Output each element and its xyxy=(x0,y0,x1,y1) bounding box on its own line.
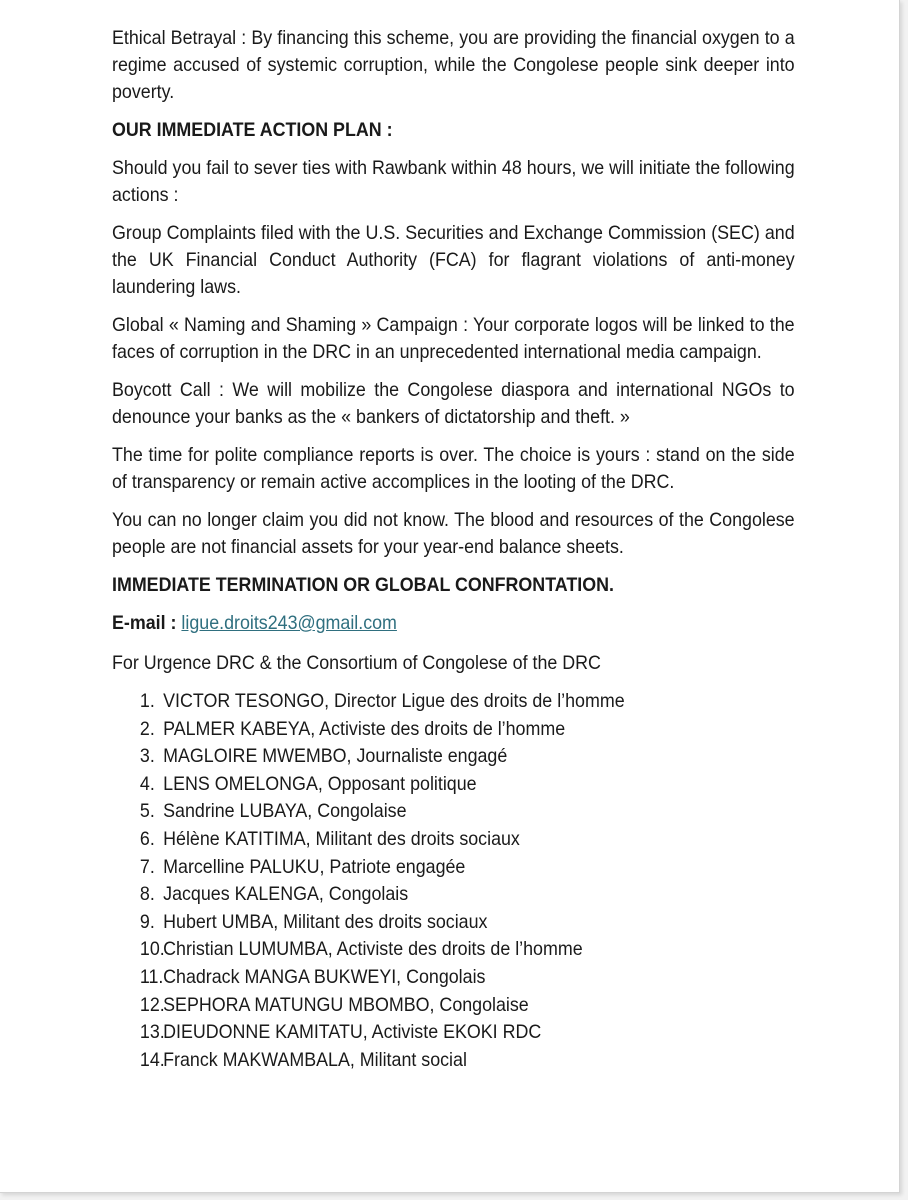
paragraph-no-longer: You can no longer claim you did not know. The blood and resources of the Congolese people are not financial assets for your year-end balance sheets. xyxy=(112,510,795,558)
signatory-number: 2. xyxy=(139,718,155,740)
signatory-item xyxy=(140,1047,795,1075)
heading-action-plan: OUR IMMEDIATE ACTION PLAN : xyxy=(112,120,393,141)
signatory-number: 6. xyxy=(139,828,155,850)
signatory-number: 13. xyxy=(139,1022,165,1044)
signatory-item xyxy=(140,716,795,744)
signatory-number: 10. xyxy=(139,939,165,961)
email-link[interactable]: ligue.droits243@gmail.com xyxy=(181,613,397,634)
signatory-list xyxy=(112,688,795,1074)
signatory-number: 1. xyxy=(139,691,155,712)
signatory-number: 14. xyxy=(139,1049,165,1071)
signatory-item xyxy=(140,854,795,882)
signatory-name: Christian LUMUMBA, Activiste des droits de l’homme xyxy=(163,939,583,961)
signatory-number: 7. xyxy=(139,856,155,878)
document-body xyxy=(112,25,795,1074)
signatory-number: 12. xyxy=(139,994,165,1016)
signatory-name: PALMER KABEYA, Activiste des droits de l’homme xyxy=(163,718,566,740)
signatory-number: 4. xyxy=(139,773,155,795)
email-line xyxy=(112,610,795,637)
signatory-name: Hubert UMBA, Militant des droits sociaux xyxy=(163,911,488,933)
signatory-number: 5. xyxy=(139,801,155,823)
signatory-number: 9. xyxy=(139,911,155,933)
paragraph-ethical-betrayal: Ethical Betrayal : By financing this scheme, you are providing the financial oxygen to a regime accused of systemic corruption, while the Congolese people sink deeper into poverty. xyxy=(112,28,795,103)
signatory-name: Chadrack MANGA BUKWEYI, Congolais xyxy=(163,966,486,988)
signatory-name: LENS OMELONGA, Opposant politique xyxy=(163,773,477,795)
paragraph-naming-shaming: Global « Naming and Shaming » Campaign : Your corporate logos will be linked to the faces of corruption in the DRC in an unprecedented international media campaign. xyxy=(112,315,795,363)
signatory-name: DIEUDONNE KAMITATU, Activiste EKOKI RDC xyxy=(163,1022,542,1044)
signatory-item xyxy=(140,688,795,716)
signatory-item xyxy=(140,992,795,1020)
signatory-item xyxy=(140,936,795,964)
signatory-item xyxy=(140,964,795,992)
signatory-name: MAGLOIRE MWEMBO, Journaliste engagé xyxy=(163,746,508,768)
signatory-number: 8. xyxy=(139,884,155,906)
for-line: For Urgence DRC & the Consortium of Congolese of the DRC xyxy=(112,653,601,674)
signatory-name: Hélène KATITIMA, Militant des droits sociaux xyxy=(163,828,520,850)
paragraph-boycott: Boycott Call : We will mobilize the Congolese diaspora and international NGOs to denounce your banks as the « bankers of dictatorship and theft. » xyxy=(112,380,795,428)
signatory-name: Sandrine LUBAYA, Congolaise xyxy=(163,801,407,823)
paragraph-group-complaints: Group Complaints filed with the U.S. Securities and Exchange Commission (SEC) and the UK Financial Conduct Authority (FCA) for flagrant violations of anti-money laundering laws. xyxy=(112,223,795,298)
paragraph-should-fail: Should you fail to sever ties with Rawbank within 48 hours, we will initiate the following actions : xyxy=(112,158,795,206)
signatory-item xyxy=(140,771,795,799)
signatory-item xyxy=(140,798,795,826)
signatory-item xyxy=(140,909,795,937)
paragraph-time-over: The time for polite compliance reports is over. The choice is yours : stand on the side of transparency or remain active accomplices in the looting of the DRC. xyxy=(112,445,795,493)
heading-termination: IMMEDIATE TERMINATION OR GLOBAL CONFRONTATION. xyxy=(112,575,614,596)
signatory-item xyxy=(140,826,795,854)
signatory-item xyxy=(140,1019,795,1047)
signatory-number: 11. xyxy=(139,966,164,988)
email-label: E-mail : xyxy=(112,613,177,634)
signatory-name: Franck MAKWAMBALA, Militant social xyxy=(163,1049,467,1071)
signatory-name: Jacques KALENGA, Congolais xyxy=(163,884,409,906)
signatory-item xyxy=(140,743,795,771)
signatory-item xyxy=(140,881,795,909)
signatory-number: 3. xyxy=(139,746,155,768)
signatory-name: SEPHORA MATUNGU MBOMBO, Congolaise xyxy=(163,994,529,1016)
signatory-name: VICTOR TESONGO, Director Ligue des droits de l’homme xyxy=(163,691,625,712)
signatory-name: Marcelline PALUKU, Patriote engagée xyxy=(163,856,466,878)
